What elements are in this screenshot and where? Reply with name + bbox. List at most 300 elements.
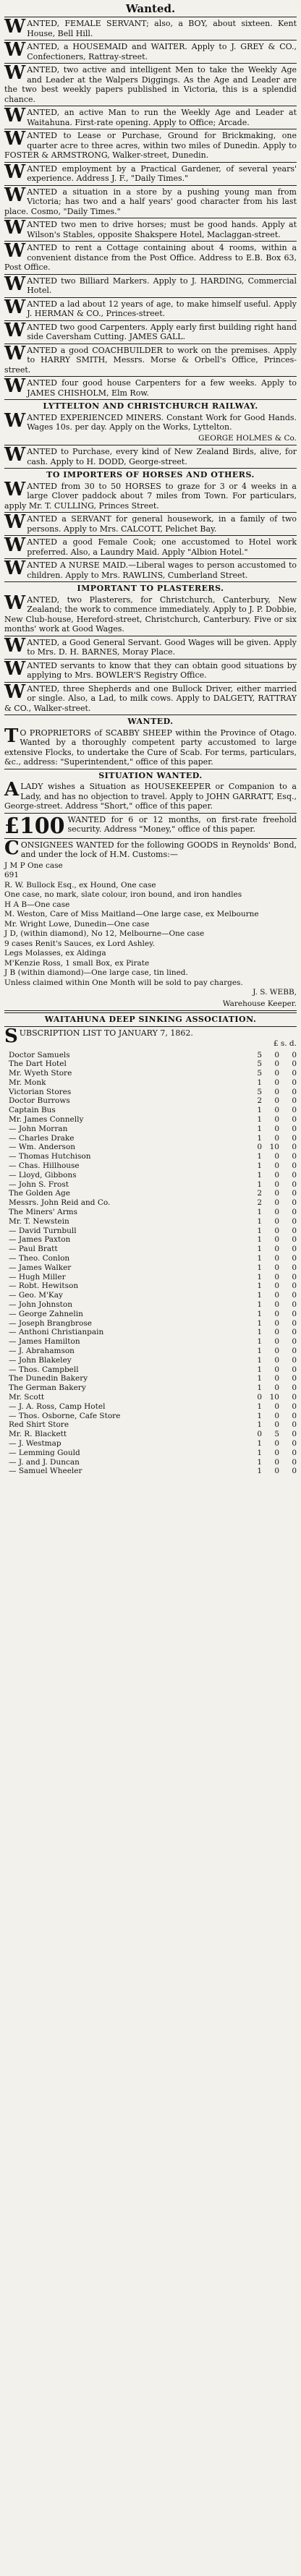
pounds: 2 [257, 1189, 262, 1198]
pence: 0 [292, 1152, 297, 1161]
shillings: 0 [274, 1170, 279, 1180]
subscriber-name: — John Blakeley [9, 1355, 72, 1365]
table-row [4, 1189, 297, 1198]
consignee-item: Legs Molasses, ex Aldinga [4, 949, 106, 958]
shillings: 0 [274, 1355, 279, 1365]
table-row [4, 1430, 297, 1439]
shillings: 0 [274, 1263, 279, 1272]
classified-ad: WANTED to Purchase, every kind of New Zealand Birds, alive, for cash. Apply to H. DODD, George-street. [4, 444, 297, 466]
pence: 0 [292, 1411, 297, 1420]
consignee-item: M. Weston, Care of Miss Maitland—One large case, ex Melbourne [4, 910, 259, 918]
consignee-item: J B (within diamond)—One large case, tin lined. [4, 968, 188, 977]
consignee-list [4, 861, 297, 989]
table-row [4, 1291, 297, 1300]
subscriber-name: — Wm. Anderson [9, 1143, 76, 1152]
consignees-sign-2: Warehouse Keeper. [222, 999, 297, 1008]
pence: 0 [292, 1254, 297, 1263]
subscriber-name: The Golden Age [9, 1189, 70, 1198]
table-row [4, 1059, 297, 1069]
table-row [4, 1106, 297, 1115]
table-row [4, 1069, 297, 1078]
subscriber-name: — Paul Bratt [9, 1245, 58, 1254]
situation-title: SITUATION WANTED. [98, 770, 203, 780]
divider [4, 376, 297, 377]
divider [4, 241, 297, 242]
divider [4, 399, 297, 400]
table-row [4, 1374, 297, 1383]
pounds: 1 [257, 1411, 262, 1420]
subscriber-name: — James Walker [9, 1263, 72, 1272]
shillings: 0 [274, 1096, 279, 1106]
pounds: 1 [257, 1300, 262, 1310]
consignees-sign: J. S. WEBB, [253, 988, 297, 997]
classified-ad: WANTED, a Good General Servant. Good Wages will be given. Apply to Mrs. D. H. BARNES, Moray Place. [4, 634, 297, 657]
subscriber-name: — Charles Drake [9, 1133, 75, 1143]
pence: 0 [292, 1402, 297, 1411]
pounds: 1 [257, 1106, 262, 1115]
subscriber-name: The German Bakery [9, 1383, 86, 1393]
pence: 0 [292, 1170, 297, 1180]
subscriber-name: — Joseph Brangbrose [9, 1318, 92, 1328]
pence: 0 [292, 1300, 297, 1310]
pounds: 1 [257, 1161, 262, 1171]
pence: 0 [292, 1374, 297, 1383]
pounds: 1 [257, 1078, 262, 1087]
shillings: 0 [274, 1235, 279, 1245]
pounds: 1 [257, 1318, 262, 1328]
shillings: 0 [274, 1078, 279, 1087]
table-row [4, 1365, 297, 1375]
pence: 0 [292, 1457, 297, 1467]
pence: 0 [292, 1180, 297, 1189]
hundred-text: WANTED for 6 or 12 months, on first-rate freehold security. Address "Money," office of this paper. [67, 814, 297, 834]
divider [4, 535, 297, 536]
divider [4, 659, 297, 660]
classified-ad: WANTED, three Shepherds and one Bullock Driver, either married or single. Also, a Lad, to milk cows. Apply to DALGETY, RATTRAY & CO., Walker-street. [4, 681, 297, 713]
waitahuna-title: WAITAHUNA DEEP SINKING ASSOCIATION. [44, 1015, 257, 1024]
subscriber-name: Doctor Samuels [9, 1050, 70, 1059]
table-row [4, 1347, 297, 1356]
pounds: 2 [257, 1198, 262, 1208]
subscriber-name: Mr. James Connelly [9, 1115, 84, 1125]
table-row [4, 1273, 297, 1282]
pence: 0 [292, 1143, 297, 1152]
pounds: 1 [257, 1272, 262, 1281]
consignee-item: J M P One case [4, 861, 63, 870]
pence: 0 [292, 1115, 297, 1125]
table-row [4, 1328, 297, 1337]
ads-block-4 [4, 634, 297, 716]
pence: 0 [292, 1263, 297, 1272]
railway-sign: GEORGE HOLMES & Co. [198, 433, 297, 443]
section-heading: Wanted. [125, 2, 176, 15]
shillings: 0 [274, 1208, 279, 1217]
divider [4, 468, 297, 469]
shillings: 0 [274, 1300, 279, 1310]
pence: 0 [292, 1309, 297, 1318]
shillings: 0 [274, 1226, 279, 1235]
pounds: 1 [257, 1355, 262, 1365]
pounds: 1 [257, 1420, 262, 1430]
column-head: £ s. d. [273, 1039, 297, 1048]
pounds: 5 [257, 1059, 262, 1069]
shillings: 0 [274, 1347, 279, 1355]
pence: 0 [292, 1087, 297, 1096]
pounds: 1 [257, 1281, 262, 1291]
pence: 0 [292, 1318, 297, 1328]
subscriber-name: — Anthoni Christianpain [9, 1328, 104, 1337]
consignee-item: Unless claimed within One Month will be sold to pay charges. [4, 978, 243, 987]
subscription-table [4, 1051, 297, 1477]
pence: 0 [292, 1347, 297, 1355]
divider [4, 813, 297, 814]
price: £100 [4, 814, 65, 837]
shillings: 0 [274, 1318, 279, 1328]
consignee-item: J D, (within diamond), No 12, Melbourne—One case [4, 929, 205, 938]
subscriber-name: — Thos. Osborne, Cafe Store [9, 1411, 121, 1420]
pence: 0 [292, 1365, 297, 1374]
table-row [4, 1449, 297, 1458]
classified-ad: WANTED to rent a Cottage containing about 4 rooms, within a convenient distance from the Post Office. Address to E.B. Box 63, Post Office. [4, 240, 297, 272]
ads-block-1 [4, 16, 297, 400]
divider [4, 1012, 297, 1013]
pence: 0 [292, 1355, 297, 1365]
pounds: 1 [257, 1402, 262, 1411]
pence: 0 [292, 1216, 297, 1226]
pence: 0 [292, 1208, 297, 1217]
classified-ad: WANTED four good house Carpenters for a few weeks. Apply to JAMES CHISHOLM, Elm Row. [4, 375, 297, 398]
pounds: 1 [257, 1374, 262, 1383]
classified-ad: WANTED, a HOUSEMAID and WAITER. Apply to J. GREY & CO., Confectioners, Rattray-street. [4, 39, 297, 61]
pounds: 1 [257, 1438, 262, 1448]
pounds: 1 [257, 1170, 262, 1180]
consignee-item: 691 [4, 871, 20, 879]
shillings: 0 [274, 1272, 279, 1281]
pounds: 1 [257, 1235, 262, 1245]
pounds: 5 [257, 1087, 262, 1096]
table-row [4, 1235, 297, 1245]
table-row [4, 1412, 297, 1421]
pounds: 1 [257, 1337, 262, 1347]
pence: 0 [292, 1420, 297, 1430]
pence: 0 [292, 1430, 297, 1439]
subscriber-name: — J. Abrahamson [9, 1347, 75, 1355]
pence: 0 [292, 1235, 297, 1245]
shillings: 0 [274, 1198, 279, 1208]
classified-ad: WANTED a good COACHBUILDER to work on the premises. Apply to HARRY SMITH, Messrs. Morse & Orbell's Office, Princes-street. [4, 342, 297, 375]
table-row [4, 1125, 297, 1134]
shillings: 0 [274, 1106, 279, 1115]
shillings: 0 [274, 1087, 279, 1096]
subscriber-name: — Geo. M'Kay [9, 1291, 63, 1300]
shillings: 0 [274, 1365, 279, 1374]
pence: 0 [292, 1078, 297, 1087]
subscriber-name: — Chas. Hillhouse [9, 1161, 80, 1171]
divider [4, 297, 297, 298]
table-row [4, 1263, 297, 1273]
table-row [4, 1254, 297, 1263]
subscriber-name: Doctor Burrows [9, 1096, 70, 1106]
pounds: 1 [257, 1180, 262, 1189]
consignee-item: 9 cases Renit's Sauces, ex Lord Ashley. [4, 939, 155, 948]
subscriber-name: Captain Bus [9, 1106, 56, 1115]
table-row [4, 1198, 297, 1208]
classified-ad: WANTED two good Carpenters. Apply early first building right hand side Caversham Cutting. JAMES GALL. [4, 319, 297, 341]
divider [4, 274, 297, 275]
pence: 0 [292, 1189, 297, 1198]
table-row [4, 1088, 297, 1097]
table-row [4, 1300, 297, 1310]
table-row [4, 1115, 297, 1125]
classified-ad: WANTED two men to drive horses; must be good hands. Apply at Wilson's Stables, opposite Shakspere Hotel, Maclaggan-street. [4, 217, 297, 239]
divider [4, 162, 297, 163]
table-row [4, 1319, 297, 1328]
pounds: 1 [257, 1365, 262, 1374]
subscriber-name: — John Johnston [9, 1300, 72, 1310]
table-row [4, 1180, 297, 1190]
pounds: 1 [257, 1208, 262, 1217]
pence: 0 [292, 1069, 297, 1078]
divider [4, 512, 297, 513]
subscriber-name: Mr. T. Newstein [9, 1216, 69, 1226]
shillings: 0 [274, 1161, 279, 1171]
table-row [4, 1208, 297, 1217]
divider [4, 682, 297, 683]
scabby-title: WANTED. [127, 717, 174, 726]
subscriber-name: Victorian Stores [9, 1087, 72, 1096]
ads-block-2 [4, 444, 297, 469]
subscriber-name: The Dart Hotel [9, 1059, 67, 1069]
pounds: 1 [257, 1467, 262, 1476]
table-row [4, 1051, 297, 1060]
consignees-ad: CONSIGNEES WANTED for the following GOODS in Reynolds' Bond, and under the lock of H.M. Customs:— [4, 837, 297, 859]
classified-ad: WANTED a lad about 12 years of age, to make himself useful. Apply J. HERMAN & CO., Princes-street. [4, 296, 297, 318]
pence: 0 [292, 1096, 297, 1106]
table-row [4, 1227, 297, 1236]
pounds: 1 [257, 1245, 262, 1254]
consignee-item: M'Kenzie Ross, 1 small Box, ex Pirate [4, 958, 150, 968]
table-row [4, 1281, 297, 1291]
subscriber-name: — J. and J. Duncan [9, 1457, 80, 1467]
shillings: 0 [274, 1281, 279, 1291]
pence: 0 [292, 1383, 297, 1393]
pence: 0 [292, 1272, 297, 1281]
subscriber-name: Red Shirt Store [9, 1420, 69, 1430]
subscriber-name: — Thomas Hutchison [9, 1152, 91, 1161]
divider [4, 63, 297, 64]
table-row [4, 1152, 297, 1161]
table-row [4, 1143, 297, 1152]
consignee-item: R. W. Bullock Esq., ex Hound, One case [4, 880, 156, 890]
importers-title: TO IMPORTERS OF HORSES AND OTHERS. [46, 470, 255, 479]
scabby-ad: TO PROPRIETORS of SCABBY SHEEP within the Province of Otago. Wanted by a thoroughly competent party accustomed to large extensive Flocks, to undertake the Cure of Scab. For terms, particulars, &c., address: "Superintendent," office of this paper. [4, 725, 297, 767]
pence: 0 [292, 1337, 297, 1347]
consignee-item: H A B—One case [4, 900, 70, 909]
classified-ad: WANTED a SERVANT for general housework, in a family of two persons. Apply to Mrs. CALCOTT, Pelichet Bay. [4, 511, 297, 534]
hundred-ad [4, 815, 297, 837]
pounds: 0 [257, 1430, 262, 1439]
pence: 0 [292, 1392, 297, 1402]
pounds: 0 [257, 1143, 262, 1152]
table-row [4, 1356, 297, 1365]
pounds: 1 [257, 1133, 262, 1143]
table-row [4, 1217, 297, 1227]
shillings: 0 [274, 1438, 279, 1448]
table-row [4, 1078, 297, 1088]
table-row [4, 1337, 297, 1347]
pence: 0 [292, 1281, 297, 1291]
pounds: 1 [257, 1457, 262, 1467]
pence: 0 [292, 1133, 297, 1143]
divider [4, 558, 297, 559]
pounds: 1 [257, 1216, 262, 1226]
pence: 0 [292, 1124, 297, 1133]
subscriber-name: — Thos. Campbell [9, 1365, 79, 1374]
plasterers-ad: WANTED, two Plasterers, for Christchurch, Canterbury, New Zealand; the work to commence immediately. Apply to J. P. Dobbie, New Club-house, Hereford-street, Christchurch, Canterbury. Five or six months' work at Good Wages. [4, 592, 297, 634]
subscriber-name: — James Hamilton [9, 1337, 80, 1347]
table-row [4, 1096, 297, 1106]
table-row [4, 1439, 297, 1449]
divider [4, 838, 297, 839]
subscriber-name: — James Paxton [9, 1235, 71, 1245]
shillings: 0 [274, 1133, 279, 1143]
subscriber-name: — Lloyd, Gibbons [9, 1170, 77, 1180]
railway-title: LYTTELTON AND CHRISTCHURCH RAILWAY. [43, 401, 258, 411]
subscriber-name: — John S. Frost [9, 1180, 69, 1189]
pence: 0 [292, 1448, 297, 1457]
divider [4, 581, 297, 582]
classified-ad: WANTED employment by a Practical Gardener, of several years' experience. Address J. F., "Daily Times." [4, 161, 297, 183]
shillings: 0 [274, 1402, 279, 1411]
pounds: 5 [257, 1069, 262, 1078]
shillings: 0 [274, 1374, 279, 1383]
subscriber-name: The Dunedin Bakery [9, 1374, 88, 1383]
shillings: 0 [274, 1124, 279, 1133]
shillings: 10 [269, 1392, 279, 1402]
subscriber-name: — John Morran [9, 1124, 68, 1133]
classified-ad: WANTED servants to know that they can obtain good situations by applying to Mrs. BOWLER'S Registry Office. [4, 657, 297, 680]
consignee-item: One case, no mark, slate colour, iron bound, and iron handles [4, 890, 242, 899]
pounds: 1 [257, 1448, 262, 1457]
pounds: 1 [257, 1152, 262, 1161]
shillings: 0 [274, 1448, 279, 1457]
shillings: 0 [274, 1059, 279, 1069]
shillings: 0 [274, 1069, 279, 1078]
pence: 0 [292, 1438, 297, 1448]
shillings: 0 [274, 1050, 279, 1059]
pounds: 1 [257, 1309, 262, 1318]
subscriber-name: Mr. R. Blackett [9, 1430, 67, 1439]
pence: 0 [292, 1161, 297, 1171]
shillings: 0 [274, 1337, 279, 1347]
situation-ad: ALADY wishes a Situation as HOUSEKEEPER or Companion to a Lady, and has no objection to travel. Apply to JOHN GARRATT, Esq., George-street. Address "Short," office of this paper. [4, 779, 297, 811]
importers-ad: WANTED from 30 to 50 HORSES to graze for 3 or 4 weeks in a large Clover paddock about 7 miles from Town. For particulars, apply Mr. T. CULLING, Princes Street. [4, 478, 297, 511]
pounds: 1 [257, 1383, 262, 1393]
shillings: 0 [274, 1180, 279, 1189]
shillings: 0 [274, 1115, 279, 1125]
pounds: 1 [257, 1124, 262, 1133]
railway-ad: WANTED EXPERIENCED MINERS. Constant Work for Good Hands. Wages 10s. per day. Apply on the Works, Lyttelton. [4, 409, 297, 432]
classified-ad: WANTED, FEMALE SERVANT; also, a BOY, about sixteen. Kent House, Bell Hill. [4, 16, 297, 38]
shillings: 0 [274, 1420, 279, 1430]
pence: 0 [292, 1050, 297, 1059]
subscriber-name: — Theo. Conlon [9, 1254, 70, 1263]
pounds: 1 [257, 1291, 262, 1300]
classified-ad: WANTED A NURSE MAID.—Liberal wages to person accustomed to children. Apply to Mrs. RAWLINS, Cumberland Street. [4, 558, 297, 580]
pounds: 1 [257, 1226, 262, 1235]
pence: 0 [292, 1059, 297, 1069]
shillings: 0 [274, 1254, 279, 1263]
subscriber-name: — George Zahnelin [9, 1309, 83, 1318]
subscription-title: SUBSCRIPTION LIST TO JANUARY 7, 1862. [4, 1025, 193, 1047]
classified-ad: WANTED two Billiard Markers. Apply to J. HARDING, Commercial Hotel. [4, 273, 297, 295]
table-row [4, 1420, 297, 1430]
divider [4, 1010, 297, 1011]
table-row [4, 1310, 297, 1319]
pounds: 5 [257, 1050, 262, 1059]
shillings: 0 [274, 1467, 279, 1476]
shillings: 0 [274, 1328, 279, 1337]
pounds: 2 [257, 1096, 262, 1106]
classified-ad: WANTED, an active Man to run the Weekly Age and Leader at Waitahuna. First-rate opening. Apply to Office; Arcade. [4, 105, 297, 127]
pounds: 1 [257, 1263, 262, 1272]
table-row [4, 1458, 297, 1467]
divider [4, 320, 297, 321]
table-row [4, 1467, 297, 1476]
shillings: 0 [274, 1457, 279, 1467]
subscriber-name: — Hugh Miller [9, 1272, 66, 1281]
classified-ad: WANTED, two active and intelligent Men to take the Weekly Age and Leader at the Walpers Diggings. As the Age and Leader are the two best weekly papers published in Victoria, this is a splendid chance. [4, 62, 297, 104]
table-row [4, 1134, 297, 1143]
pence: 0 [292, 1467, 297, 1476]
pounds: 1 [257, 1347, 262, 1355]
divider [4, 1026, 297, 1027]
subscriber-name: — Lemming Gould [9, 1448, 80, 1457]
subscriber-name: — Samuel Wheeler [9, 1467, 82, 1476]
pence: 0 [292, 1226, 297, 1235]
table-row [4, 1393, 297, 1402]
shillings: 0 [274, 1309, 279, 1318]
newspaper-column [4, 0, 297, 1476]
shillings: 0 [274, 1216, 279, 1226]
shillings: 10 [269, 1143, 279, 1152]
table-row [4, 1171, 297, 1180]
subscriber-name: — Robt. Hewitson [9, 1281, 79, 1291]
divider [4, 185, 297, 186]
pence: 0 [292, 1106, 297, 1115]
pounds: 0 [257, 1392, 262, 1402]
shillings: 5 [274, 1430, 279, 1439]
pounds: 1 [257, 1328, 262, 1337]
shillings: 0 [274, 1152, 279, 1161]
table-row [4, 1402, 297, 1412]
pence: 0 [292, 1245, 297, 1254]
plasterers-title: IMPORTANT TO PLASTERERS. [77, 584, 224, 593]
subscriber-name: Messrs. John Reid and Co. [9, 1198, 111, 1208]
pounds: 1 [257, 1254, 262, 1263]
consignee-item: Mr. Wright Lowe, Dunedin—One case [4, 919, 150, 929]
shillings: 0 [274, 1411, 279, 1420]
pence: 0 [292, 1291, 297, 1300]
ads-block-3 [4, 511, 297, 582]
table-row [4, 1161, 297, 1171]
subscriber-name: Mr. Monk [9, 1078, 46, 1087]
pounds: 1 [257, 1115, 262, 1125]
classified-ad: WANTED a good Female Cook; one accustomed to Hotel work preferred. Also, a Laundry Maid. Apply "Albion Hotel." [4, 534, 297, 557]
classified-ad: WANTED a situation in a store by a pushing young man from Victoria; has two and a half years' good character from his last place. Cosmo, "Daily Times." [4, 184, 297, 216]
subscriber-name: The Miners' Arms [9, 1208, 77, 1217]
shillings: 0 [274, 1291, 279, 1300]
